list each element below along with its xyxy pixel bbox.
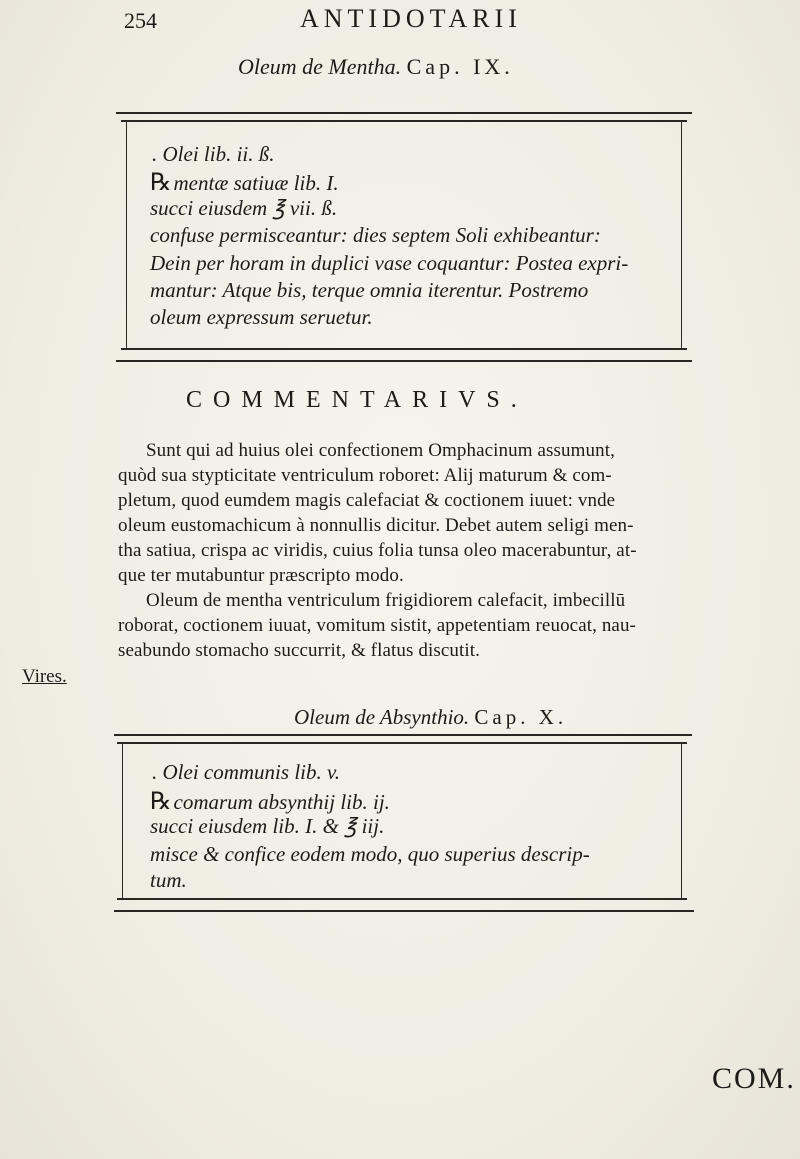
rx-symbol: ℞ [150, 170, 172, 196]
recipe2-line-2: ℞comarum absynthij lib. ij. [150, 789, 390, 815]
box2-outer-rule-bottom [114, 910, 694, 912]
catchword: COM. [712, 1062, 796, 1095]
chapter-title: Oleum de Mentha. [238, 54, 402, 79]
commentary-line-7: Oleum de mentha ventriculum frigidiorem calefacit, imbecillū [146, 590, 626, 611]
recipe1-line-3: succi eiusdem ℥ vii. ß. [150, 196, 338, 220]
chapter-label: Cap. IX. [406, 54, 514, 79]
commentary-line-5: tha satiua, crispa ac viridis, cuius folia tunsa oleo macerabuntur, at- [118, 540, 637, 561]
rule [117, 742, 687, 744]
rule [117, 898, 687, 900]
recipe2-line-3: succi eiusdem lib. I. & ℥ iij. [150, 814, 385, 838]
running-title: ANTIDOTARII [300, 4, 522, 33]
commentary-line-3: pletum, quod eumdem magis calefaciat & coctionem iuuet: vnde [118, 490, 616, 511]
box2-outer-rule-top [114, 734, 692, 736]
rule [121, 348, 687, 350]
commentary-line-9: seabundo stomacho succurrit, & flatus discutit. [118, 640, 480, 661]
commentary-line-2: quòd sua stypticitate ventriculum roboret: Alij maturum & com- [118, 465, 612, 486]
chapter-heading [238, 54, 514, 80]
margin-note: Vires. [22, 666, 67, 687]
recipe2-line-4: misce & confice eodem modo, quo superius descrip- [150, 842, 590, 866]
chapter2-label: Cap. X. [474, 705, 568, 729]
rx-symbol: ℞ [150, 789, 172, 815]
recipe1-line-5: Dein per horam in duplici vase coquantur: Postea expri- [150, 251, 629, 275]
recipe1-line-6: mantur: Atque bis, terque omnia iterentur. Postremo [150, 278, 589, 302]
chapter2-title: Oleum de Absynthio. [294, 705, 470, 729]
commentary-line-6: que ter mutabuntur præscripto modo. [118, 565, 404, 586]
recipe1-line-1: . Olei lib. ii. ß. [152, 142, 275, 166]
page-number: 254 [124, 8, 157, 33]
commentary-line-4: oleum eustomachicum à nonnullis dicitur. Debet autem seligi men- [118, 515, 634, 536]
recipe1-line-4: confuse permisceantur: dies septem Soli exhibeantur: [150, 223, 601, 247]
commentary-heading: COMMENTARIVS. [186, 387, 528, 413]
recipe1-line-7: oleum expressum seruetur. [150, 305, 373, 329]
box-outer-rule-bottom [116, 360, 692, 362]
box-outer-rule-top [116, 112, 692, 114]
commentary-line-1: Sunt qui ad huius olei confectionem Omphacinum assumunt, [146, 440, 615, 461]
rule [121, 120, 687, 122]
chapter2-heading [294, 705, 567, 730]
commentary-line-8: roborat, coctionem iuuat, vomitum sistit, appetentiam reuocat, nau- [118, 615, 636, 636]
recipe1-line-2: ℞mentæ satiuæ lib. I. [150, 170, 339, 196]
recipe2-line-5: tum. [150, 868, 187, 892]
recipe2-line-1: . Olei communis lib. v. [152, 760, 340, 784]
